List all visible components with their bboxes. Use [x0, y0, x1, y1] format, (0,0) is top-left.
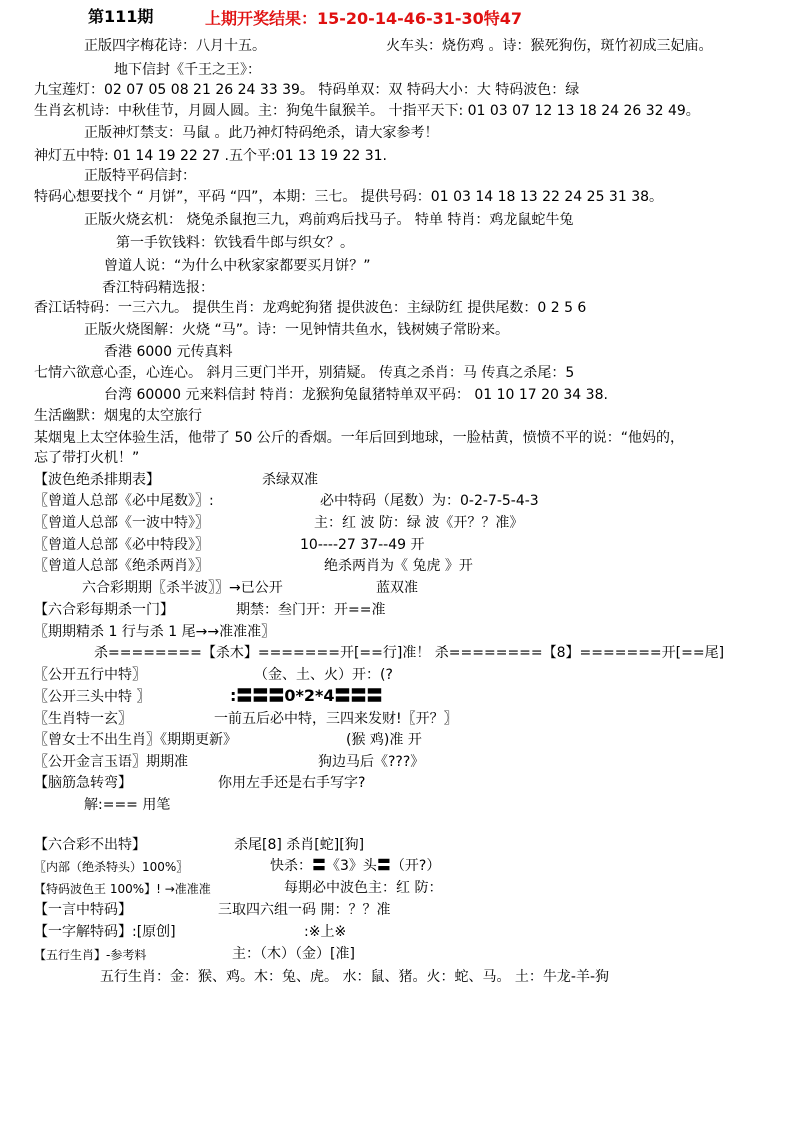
taiwan-envelope-line: 台湾 60000 元来料信封 特肖：龙猴狗兔鼠猪特单双平码： 01 10 17 20 34 38. [104, 387, 608, 403]
nine-treasure-lamp-line: 九宝莲灯：02 07 05 08 21 26 24 33 39。 特码单双：双 特码大小：大 特码波色：绿 [34, 82, 580, 98]
previous-draw-result: 上期开奖结果：15-20-14-46-31-30特47 [205, 9, 523, 28]
wave-king-value: 每期必中波色主：红 防： [284, 880, 443, 896]
humor-title-line: 生活幽默：烟鬼的太空旅行 [34, 408, 202, 424]
fire-burn-mystery-line: 正版火烧玄机： 烧兔杀鼠抱三九，鸡前鸡后找马子。 特单 特肖：鸡龙鼠蛇牛兔 [84, 212, 574, 228]
five-element-value: （金、土、火）开：(? [254, 667, 393, 683]
seven-emotions-line: 七情六欲意心歪，心连心。 斜月三更门半开，别猜疑。 传真之杀肖：马 传真之杀尾：5 [34, 365, 575, 381]
kill-half-wave-value: 蓝双准 [376, 580, 418, 596]
five-element-zodiac-label: 【五行生肖】-参考料 [34, 948, 147, 962]
must-segment-value: 10----27 37--49 开 [300, 537, 425, 553]
one-wave-value: 主：红 波 防：绿 波《开？？准》 [314, 515, 524, 531]
kill-two-zodiac-label: 〖曾道人总部《绝杀两肖》〗 [34, 558, 209, 574]
brain-teaser-label: 【脑筋急转弯】 [34, 775, 132, 791]
madam-zeng-label: 〖曾女士不出生肖〗《期期更新》 [34, 732, 237, 748]
zodiac-one-value: 一前五后必中特，三四来发财!〖开？〗 [214, 711, 458, 727]
special-flat-envelope-line: 正版特平码信封： [84, 168, 196, 184]
madam-zeng-value: (猴 鸡)准 开 [346, 732, 422, 748]
three-head-label: 〖公开三头中特 〗 [34, 689, 151, 705]
kill-wood-eight-line: 杀========【杀木】=======开[==行]准！ 杀========【8】=======开[==尾] [94, 645, 725, 661]
golden-words-value: 狗边马后《???》 [318, 754, 425, 770]
humor-story-end-line: 忘了带打火机！” [34, 450, 140, 466]
wave-king-label: 【特码波色王 100%】! →准准准 [34, 882, 211, 896]
inside-kill-head-value: 快杀：〓《3》头〓（开?） [270, 858, 441, 874]
no-special-value: 杀尾[8] 杀肖[蛇][狗] [234, 837, 365, 853]
one-word-code-label: 【一言中特码】 [34, 902, 132, 918]
underground-envelope-line: 地下信封《千王之王》： [114, 62, 261, 78]
brain-teaser-answer: 解:=== 用笔 [84, 797, 171, 813]
no-special-label: 【六合彩不出特】 [34, 837, 146, 853]
kill-element-tail-line: 〖期期精杀 1 行与杀 1 尾→→准准准〗 [34, 624, 276, 640]
priest-says-line: 曾道人说：“为什么中秋家家都要买月饼？” [104, 258, 371, 274]
must-tail-label: 〖曾道人总部《必中尾数》〗: [34, 493, 214, 509]
zodiac-one-label: 〖生肖特一玄〗 [34, 711, 132, 727]
character-code-label: 【一字解特码】:[原创] [34, 924, 176, 940]
one-word-code-value: 三取四六组一码 開：？？准 [218, 902, 391, 918]
hongkong-words-line: 香江话特码：一三六九。 提供生肖：龙鸡蛇狗猪 提供波色：主绿防红 提供尾数：0 2 5 6 [34, 300, 587, 316]
divine-lamp-five-line: 神灯五中特: 01 14 19 22 27 .五个平:01 13 19 22 31. [34, 148, 387, 164]
three-head-value: :〓〓〓0*2*4〓〓〓 [230, 686, 383, 705]
kill-one-door-value: 期禁：叁门开：开==准 [236, 602, 386, 618]
one-wave-label: 〖曾道人总部《一波中特》〗 [34, 515, 209, 531]
train-head-line: 火车头：烧伤鸡 。诗：猴死狗伤，斑竹初成三妃庙。 [386, 38, 713, 54]
plum-poem-line: 正版四字梅花诗：八月十五。 [84, 38, 266, 54]
humor-story-line: 某烟鬼上太空体验生活，他带了 50 公斤的香烟。一年后回到地球，一脸枯黄，愤愤不平的说：“他妈的， [34, 430, 684, 446]
hongkong-selection-line: 香江特码精选报： [102, 280, 214, 296]
kill-half-wave-label: 六合彩期期〖杀半波〗〗→已公开 [82, 580, 283, 596]
brain-teaser-question: 你用左手还是右手写字? [218, 775, 366, 791]
mooncake-code-line: 特码心想要找个 “ 月饼”，平码 “四”，本期：三七。 提供号码：01 03 14 18 13 22 24 25 31 38。 [34, 189, 664, 205]
five-element-zodiac-list: 五行生肖：金：猴、鸡。木：兔、虎。 水：鼠、猪。火：蛇、马。 土：牛龙-羊-狗 [100, 969, 610, 985]
wave-color-table-label: 【波色绝杀排期表】 [34, 472, 160, 488]
golden-words-label: 〖公开金言玉语〗期期准 [34, 754, 188, 770]
kill-one-door-label: 【六合彩每期杀一门】 [34, 602, 174, 618]
divine-lamp-ban-line: 正版神灯禁支：马鼠 。此乃神灯特码绝杀，请大家参考！ [84, 125, 439, 141]
character-code-value: :※上※ [304, 924, 347, 940]
first-hand-material-line: 第一手钦钱料：钦钱看牛郎与织女？。 [116, 235, 354, 251]
fire-burn-diagram-line: 正版火烧图解：火烧 “马”。诗：一见钟情共鱼水，钱树姨子常盼来。 [84, 322, 509, 338]
must-segment-label: 〖曾道人总部《必中特段》〗 [34, 537, 209, 553]
inside-kill-head-label: 〖内部（绝杀特头）100%〗 [34, 860, 189, 874]
must-tail-value: 必中特码（尾数）为：0-2-7-5-4-3 [320, 493, 539, 509]
five-element-label: 〖公开五行中特〗 [34, 667, 146, 683]
five-element-zodiac-value: 主：（木）（金）[准] [232, 946, 355, 962]
zodiac-mystery-line: 生肖玄机诗：中秋佳节，月圆人圆。主：狗兔牛鼠猴羊。 十指平天下: 01 03 07 12 13 18 24 26 32 49。 [34, 103, 700, 119]
wave-color-table-value: 杀绿双准 [262, 472, 318, 488]
hk-fax-title-line: 香港 6000 元传真料 [104, 344, 233, 360]
kill-two-zodiac-value: 绝杀两肖为《 兔虎 》开 [324, 558, 473, 574]
issue-number: 第111期 [88, 7, 154, 26]
